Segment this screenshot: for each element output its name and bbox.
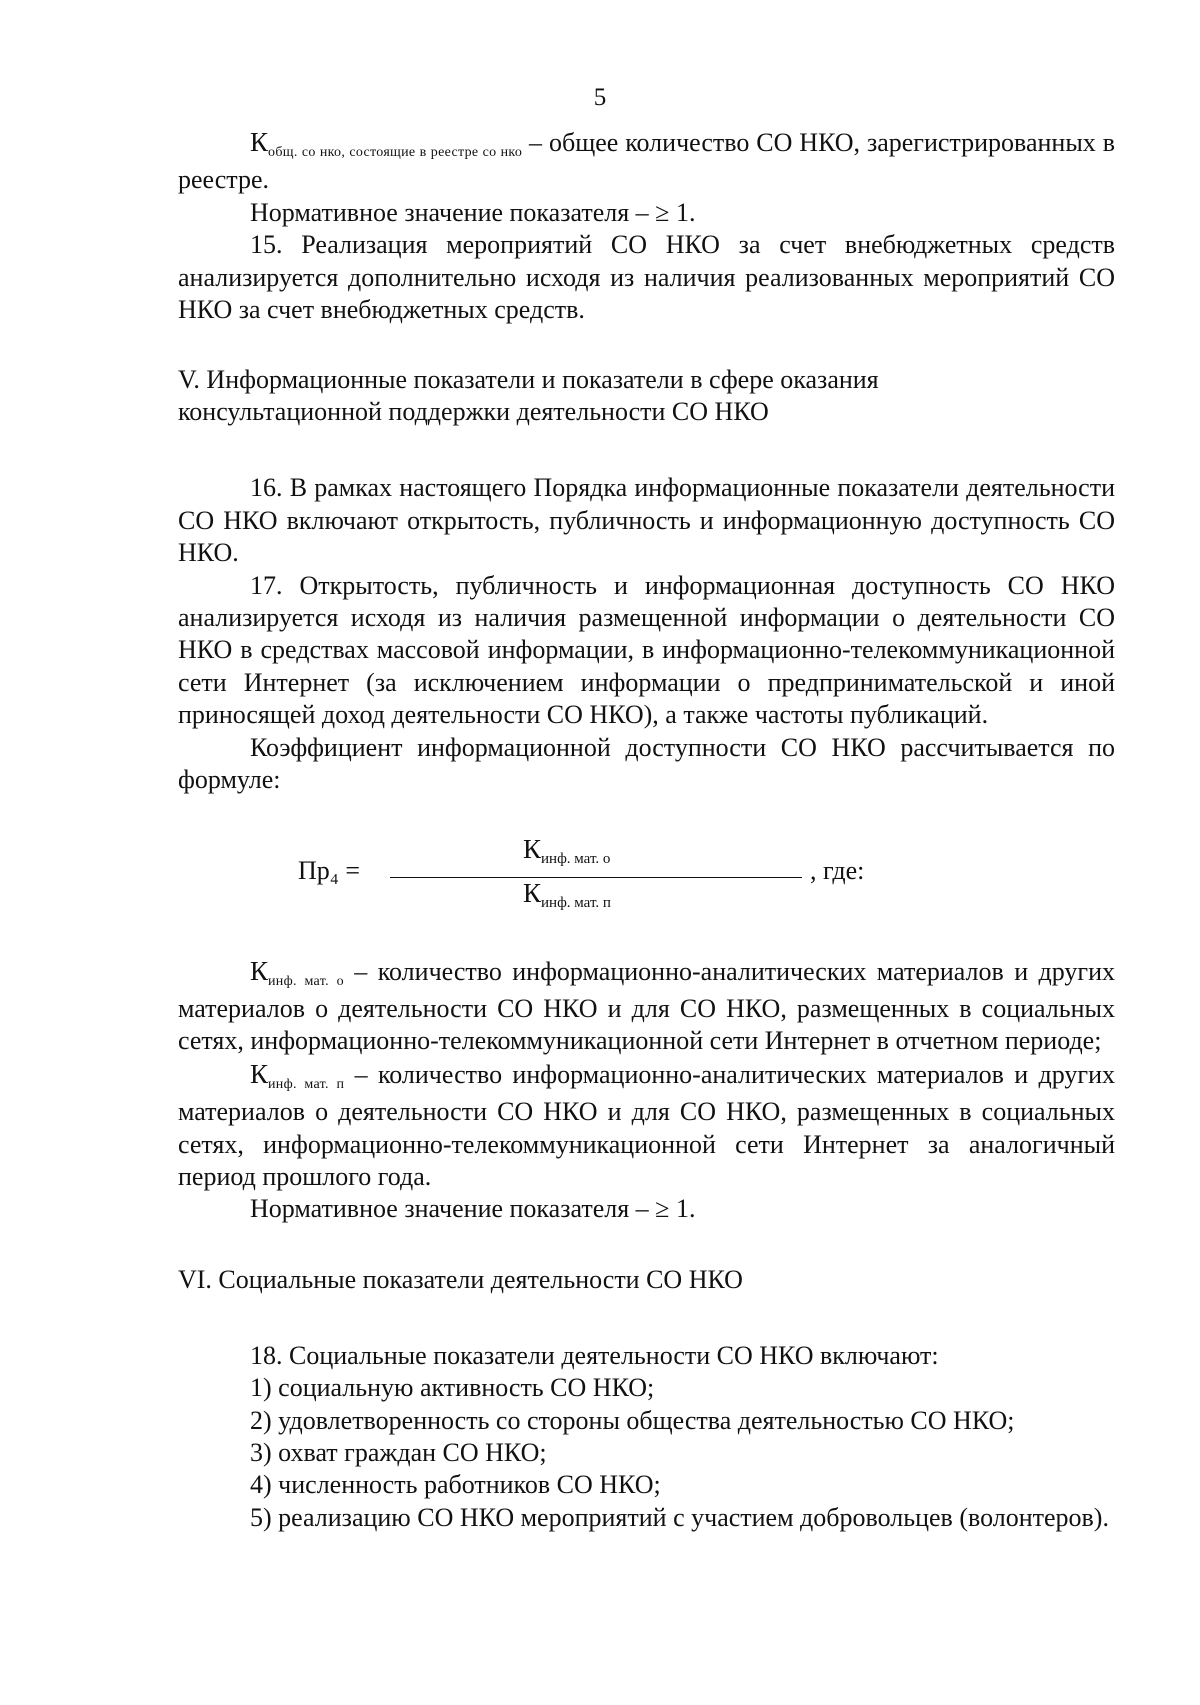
list-item: 2) удовлетворенность со стороны общества деятельностью СО НКО; [250,1405,1015,1435]
formula-den-k: К [523,877,542,908]
paragraph-k-inf-mat-p [178,1058,1115,1194]
formula-num-sub: инф. мат. о [541,850,611,867]
paragraph-k-inf-mat-o [178,955,1115,1058]
paragraph-16: 16. В рамках настоящего Порядка информационные показатели деятельности СО НКО включают открытость, публичность и информационную доступность СО НКО. [178,473,1115,568]
list-item: 3) охват граждан СО НКО; [250,1437,547,1467]
page-number: 5 [593,84,607,111]
k-subscript: общ. со нко, состоящие в реестре со нко [268,145,523,160]
definition-text: – общее количество СО НКО, зарегистрированных в реестре. [178,128,1115,195]
paragraph-17: 17. Открытость, публичность и информационная доступность СО НКО анализируется исходя из наличия размещенной информации о деятельности СО НКО в средствах массовой информации, в информационно-телекоммуникационной сети Интернет (за исключением информации о предпринимательской и иной приносящей доход деятельности СО НКО), а также частоты публикаций. [178,570,1115,730]
section-heading-v-line2: консультационной поддержки деятельности СО НКО [178,397,769,427]
k-subscript: инф. мат. о [268,973,344,989]
formula-numerator [523,833,610,870]
formula-pr4 [178,833,1115,925]
definition-text: – количество информационно-аналитических материалов и других материалов о деятельности СО НКО и для СО НКО, размещенных в социальных сетях, информационно-телекоммуникационной сети Интернет в отчетном периоде; [178,956,1115,1056]
formula-den-sub: инф. мат. п [541,894,611,911]
paragraph-coefficient-intro: Коэффициент информационной доступности СО НКО рассчитывается по формуле: [178,732,1115,795]
paragraph-normative-value: Нормативное значение показателя – ≥ 1. [250,197,696,227]
section-heading-vi: VI. Социальные показатели деятельности СО НКО [178,1264,743,1294]
paragraph-k-total-definition [178,126,1115,197]
k-subscript: инф. мат. п [268,1076,345,1092]
k-symbol: К [250,1058,269,1089]
paragraph-15: 15. Реализация мероприятий СО НКО за счет внебюджетных средств анализируется дополнительно исходя из наличия реализованных мероприятий СО НКО за счет внебюджетных средств. [178,230,1115,325]
formula-denominator [523,877,611,914]
list-item: 1) социальную активность СО НКО; [250,1373,655,1403]
formula-where: , где: [810,855,865,885]
k-symbol: К [250,127,269,157]
paragraph-normative-value-2: Нормативное значение показателя – ≥ 1. [250,1194,696,1224]
list-item: 4) численность работников СО НКО; [250,1470,661,1500]
paragraph-18: 18. Социальные показатели деятельности СО НКО включают: [250,1340,939,1370]
list-item: 5) реализацию СО НКО мероприятий с участием добровольцев (волонтеров). [250,1502,1109,1532]
document-body [178,126,1115,1534]
definition-text: – количество информационно-аналитических материалов и других материалов о деятельности СО НКО и для СО НКО, размещенных в социальных сетях, информационно-телекоммуникационной сети Интернет за аналогичный период прошлого года. [178,1059,1115,1191]
formula-num-k: К [523,833,542,864]
k-symbol: К [250,955,269,986]
formula-lhs: Пр₄ = [298,855,361,885]
section-heading-v-line1: V. Информационные показатели и показатели в сфере оказания [178,365,879,395]
